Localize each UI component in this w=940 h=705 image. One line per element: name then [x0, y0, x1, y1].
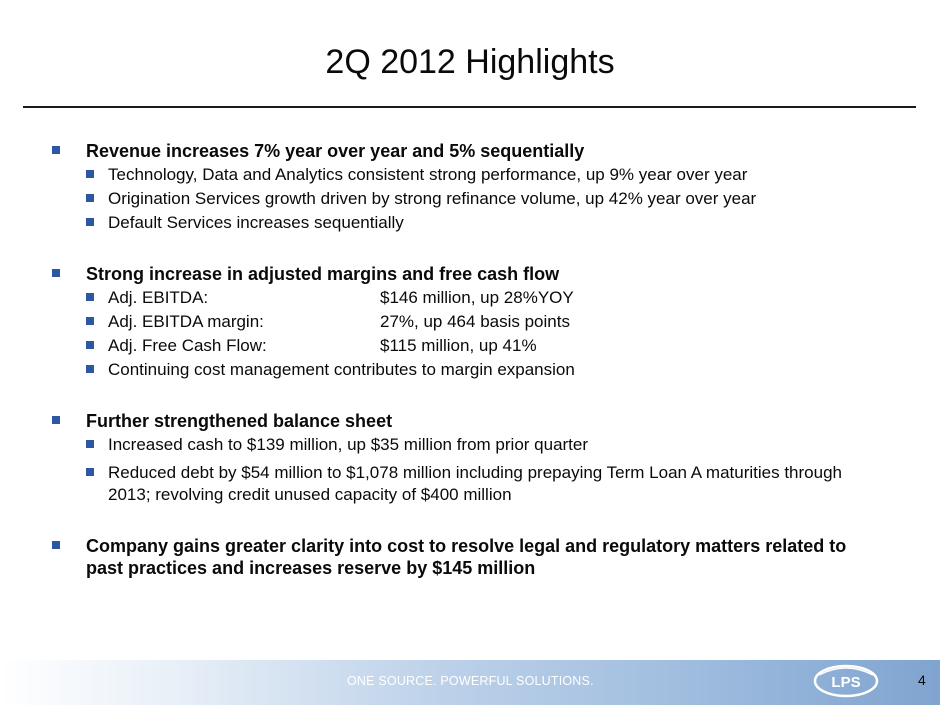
metric-label: Adj. EBITDA margin: — [108, 312, 264, 331]
bullet-heading — [50, 263, 930, 285]
bullet-heading — [50, 140, 930, 162]
sub-bullet-text: Technology, Data and Analytics consistent strong performance, up 9% year over year — [108, 165, 748, 184]
sub-bullet — [50, 359, 930, 381]
bullet-heading-text: Strong increase in adjusted margins and free cash flow — [86, 264, 560, 284]
sub-bullet — [50, 434, 930, 456]
square-bullet-icon — [86, 468, 94, 476]
footer-tagline: ONE SOURCE. POWERFUL SOLUTIONS. — [347, 674, 594, 688]
square-bullet-icon — [86, 170, 94, 178]
bullet-heading-text: Further strengthened balance sheet — [86, 411, 393, 431]
square-bullet-icon — [52, 541, 60, 549]
square-bullet-icon — [52, 269, 60, 277]
logo-text: LPS — [831, 674, 861, 691]
sub-bullet-text: Reduced debt by $54 million to $1,078 million including prepaying Term Loan A maturities through 2013; revolving credit unused capacity of $400 million — [108, 463, 842, 504]
lps-logo — [813, 663, 879, 699]
square-bullet-icon — [86, 194, 94, 202]
sub-bullet-text: Continuing cost management contributes to margin expansion — [108, 360, 575, 379]
sub-bullet-text: Increased cash to $139 million, up $35 million from prior quarter — [108, 435, 589, 454]
section-legal — [50, 535, 880, 579]
square-bullet-icon — [86, 293, 94, 301]
metric-label: Adj. EBITDA: — [108, 288, 209, 307]
sub-bullet-text: Default Services increases sequentially — [108, 213, 404, 232]
square-bullet-icon — [86, 218, 94, 226]
metric-value: $146 million, up 28%YOY — [380, 288, 574, 307]
sub-bullet — [50, 212, 930, 234]
bullet-heading — [50, 410, 930, 432]
square-bullet-icon — [86, 440, 94, 448]
title-divider — [23, 106, 916, 108]
metric-row — [50, 311, 930, 333]
metric-row — [50, 287, 930, 309]
slide-content — [50, 140, 930, 579]
sub-bullet — [50, 164, 930, 186]
slide-title: 2Q 2012 Highlights — [325, 43, 615, 81]
bullet-heading — [50, 535, 880, 579]
metric-value: $115 million, up 41% — [380, 336, 537, 355]
section-margins — [50, 263, 930, 381]
square-bullet-icon — [86, 341, 94, 349]
square-bullet-icon — [86, 317, 94, 325]
section-balance-sheet — [50, 410, 930, 506]
metric-row — [50, 335, 930, 357]
square-bullet-icon — [52, 146, 60, 154]
bullet-heading-text: Revenue increases 7% year over year and 5% sequentially — [86, 141, 585, 161]
square-bullet-icon — [52, 416, 60, 424]
bullet-heading-text: Company gains greater clarity into cost to resolve legal and regulatory matters related to past practices and increases reserve by $145 million — [86, 536, 847, 578]
square-bullet-icon — [86, 365, 94, 373]
sub-bullet — [50, 188, 930, 210]
section-revenue — [50, 140, 930, 234]
metric-label: Adj. Free Cash Flow: — [108, 336, 267, 355]
page-number: 4 — [918, 672, 926, 688]
sub-bullet — [50, 462, 878, 506]
metric-value: 27%, up 464 basis points — [380, 312, 570, 331]
sub-bullet-text: Origination Services growth driven by strong refinance volume, up 42% year over year — [108, 189, 757, 208]
